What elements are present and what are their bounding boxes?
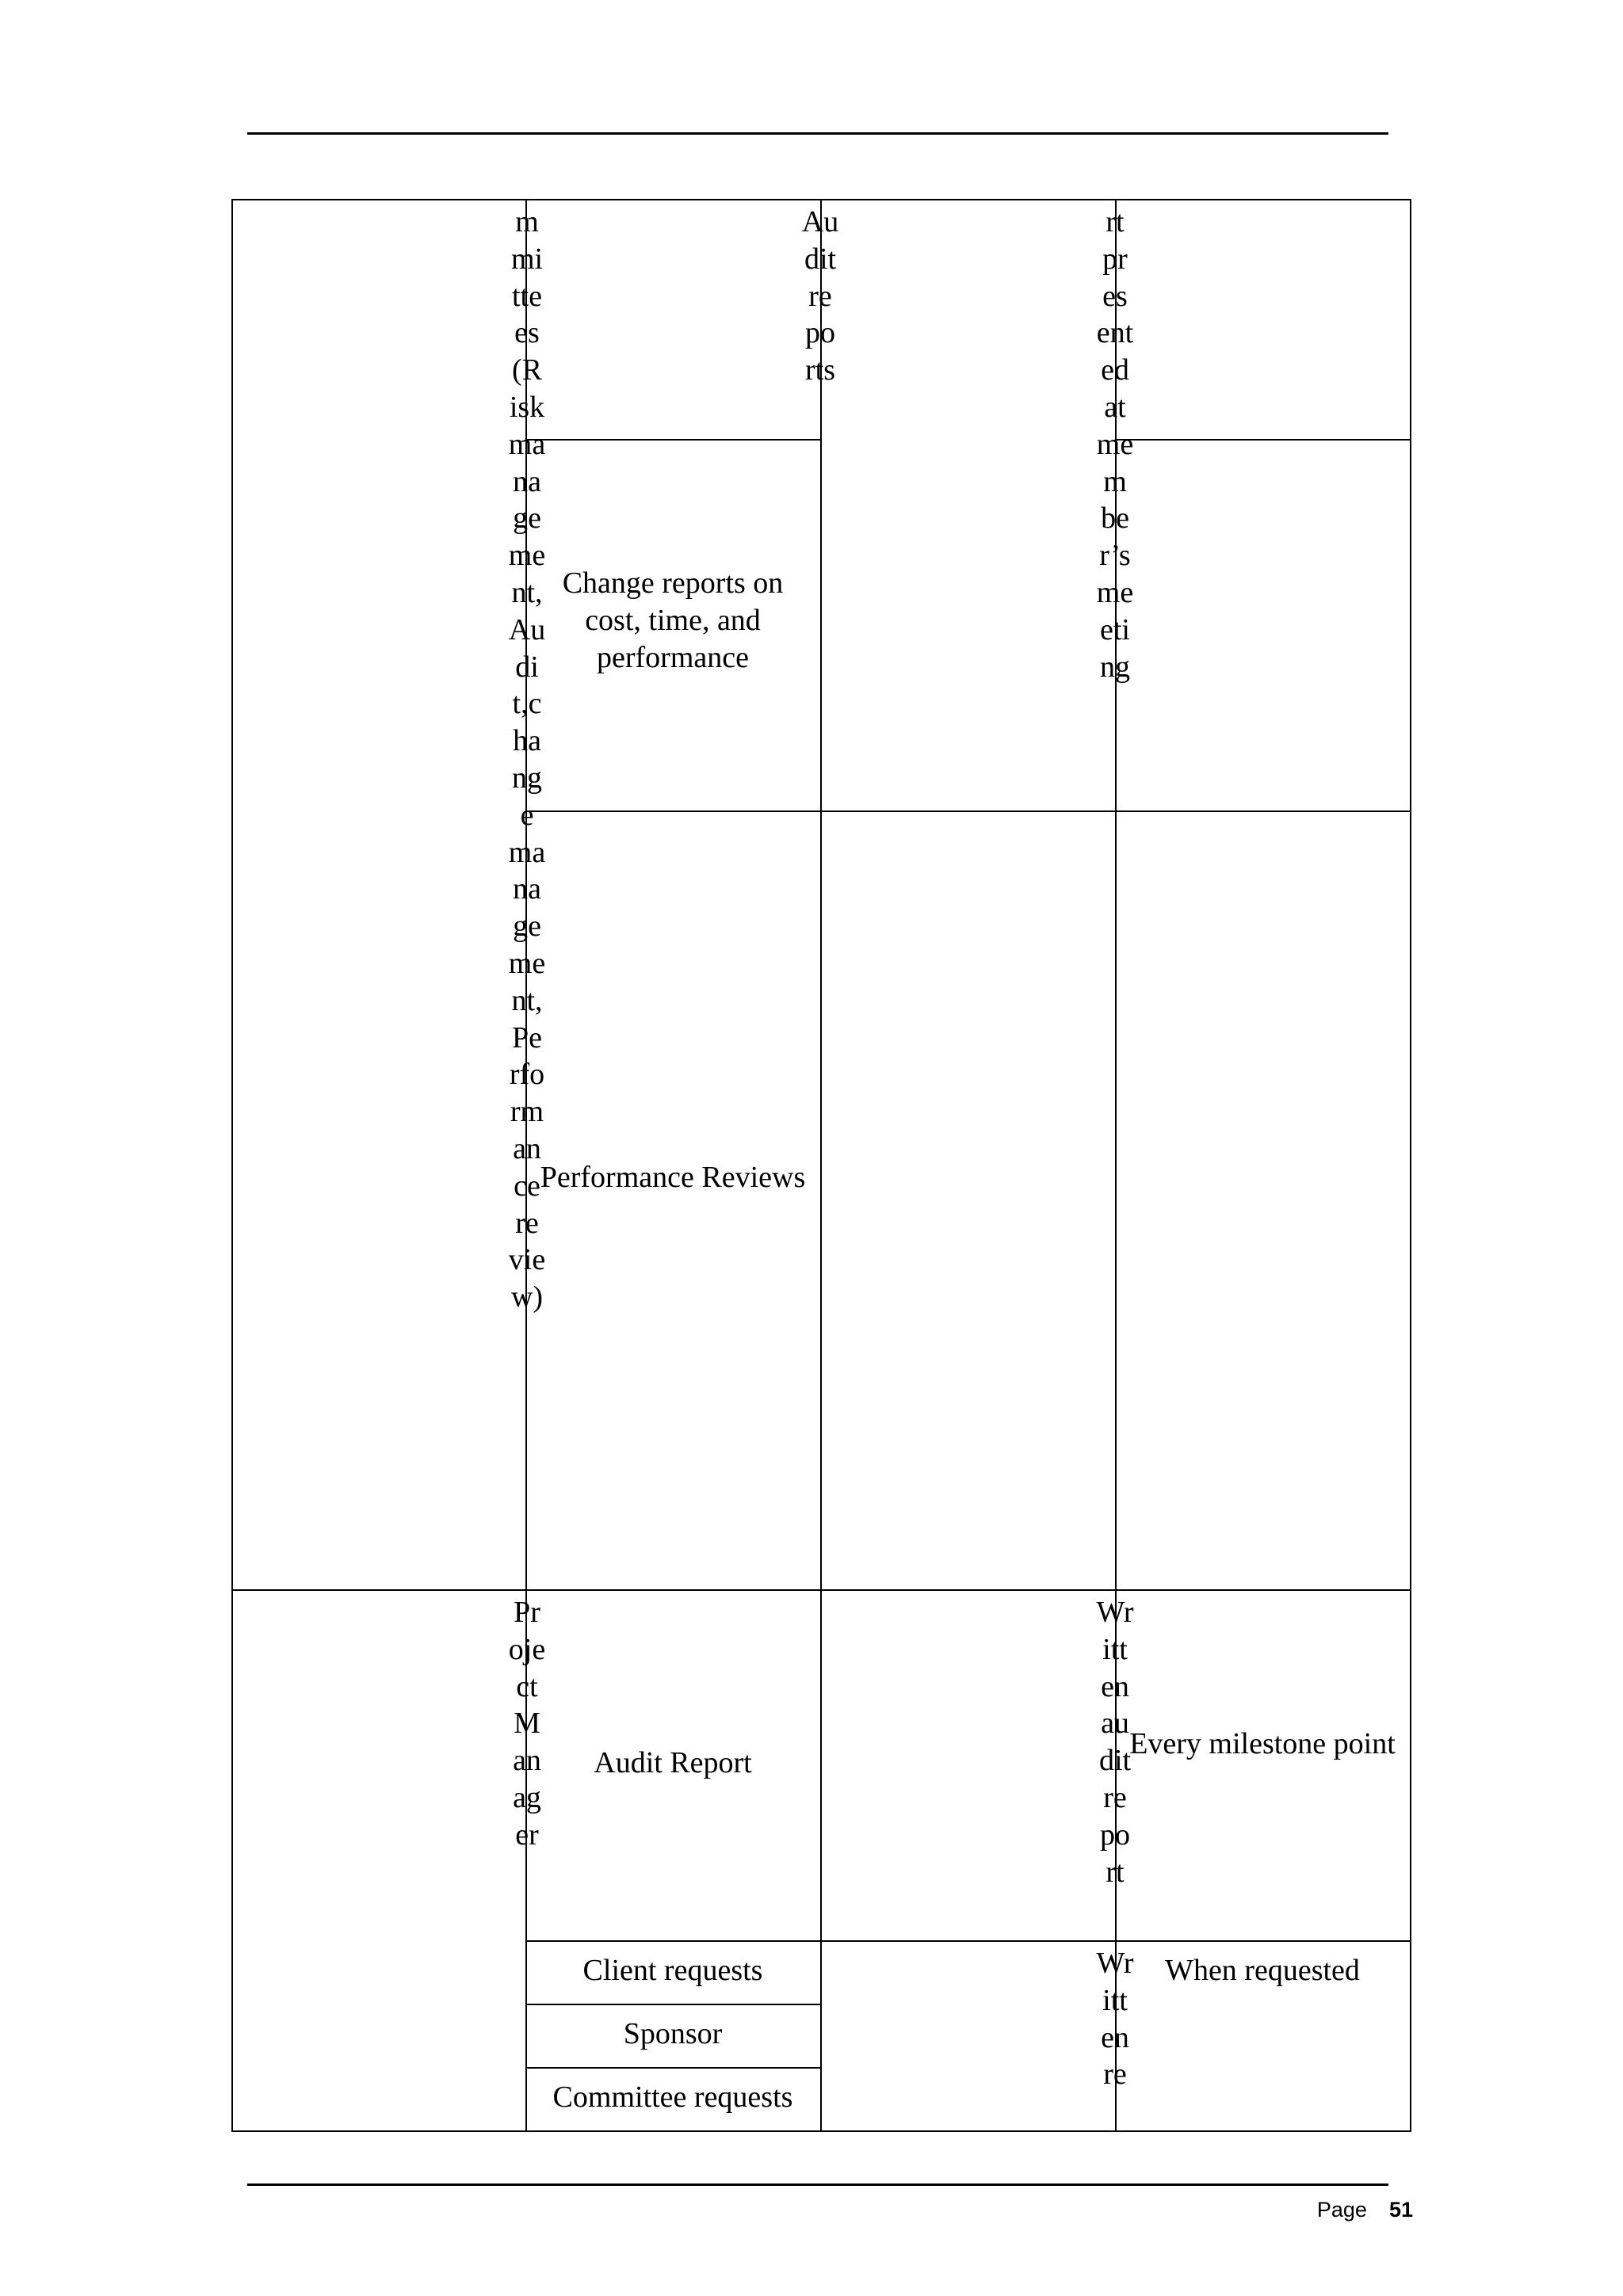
row1-sub-divider-a-right xyxy=(1115,439,1411,441)
row1-performance-reviews-text: Performance Reviews xyxy=(540,1161,806,1194)
row2-sub-divider-c xyxy=(525,2067,820,2069)
footer-rule xyxy=(247,2183,1388,2186)
row1-sub-divider-a xyxy=(525,439,820,441)
row2-project-manager-text: Project Manager xyxy=(508,1596,546,1852)
table-col-divider-2 xyxy=(820,199,822,2132)
row1-audit-reports-text: Audit reports xyxy=(801,205,839,387)
page-footer xyxy=(1317,2198,1413,2222)
table-left-border xyxy=(231,199,233,2132)
row2-written-audit-report-text: Written audit report xyxy=(1096,1596,1134,1889)
row2-sub-divider-b xyxy=(525,2004,820,2005)
row2-sponsor-text: Sponsor xyxy=(623,2017,723,2050)
page-label: Page xyxy=(1316,2198,1367,2222)
row2-every-milestone-text: Every milestone point xyxy=(1129,1727,1396,1760)
row2-committee-requests-text: Committee requests xyxy=(552,2081,793,2114)
row2-when-requested-text: When requested xyxy=(1165,1954,1360,1987)
row2-sub-divider-a xyxy=(525,1940,1411,1942)
header-rule xyxy=(247,132,1388,135)
row1-committees-text: mmittees(Risk management,Audit,change management,Performance review) xyxy=(508,205,546,1314)
row2-written-re-text: Written re xyxy=(1096,1947,1134,2092)
row2-audit-report-text: Audit Report xyxy=(594,1746,752,1779)
row2-client-requests-text: Client requests xyxy=(582,1954,763,1987)
row-divider xyxy=(231,1589,1411,1591)
row1-change-reports-text: Change reports on cost, time, and performance xyxy=(562,566,784,674)
table-right-border xyxy=(1410,199,1411,2132)
row1-report-presented-text: rt presented at member’s meeting xyxy=(1096,205,1134,684)
page-number: 51 xyxy=(1388,2198,1413,2222)
row1-sub-divider-b xyxy=(525,810,1411,812)
